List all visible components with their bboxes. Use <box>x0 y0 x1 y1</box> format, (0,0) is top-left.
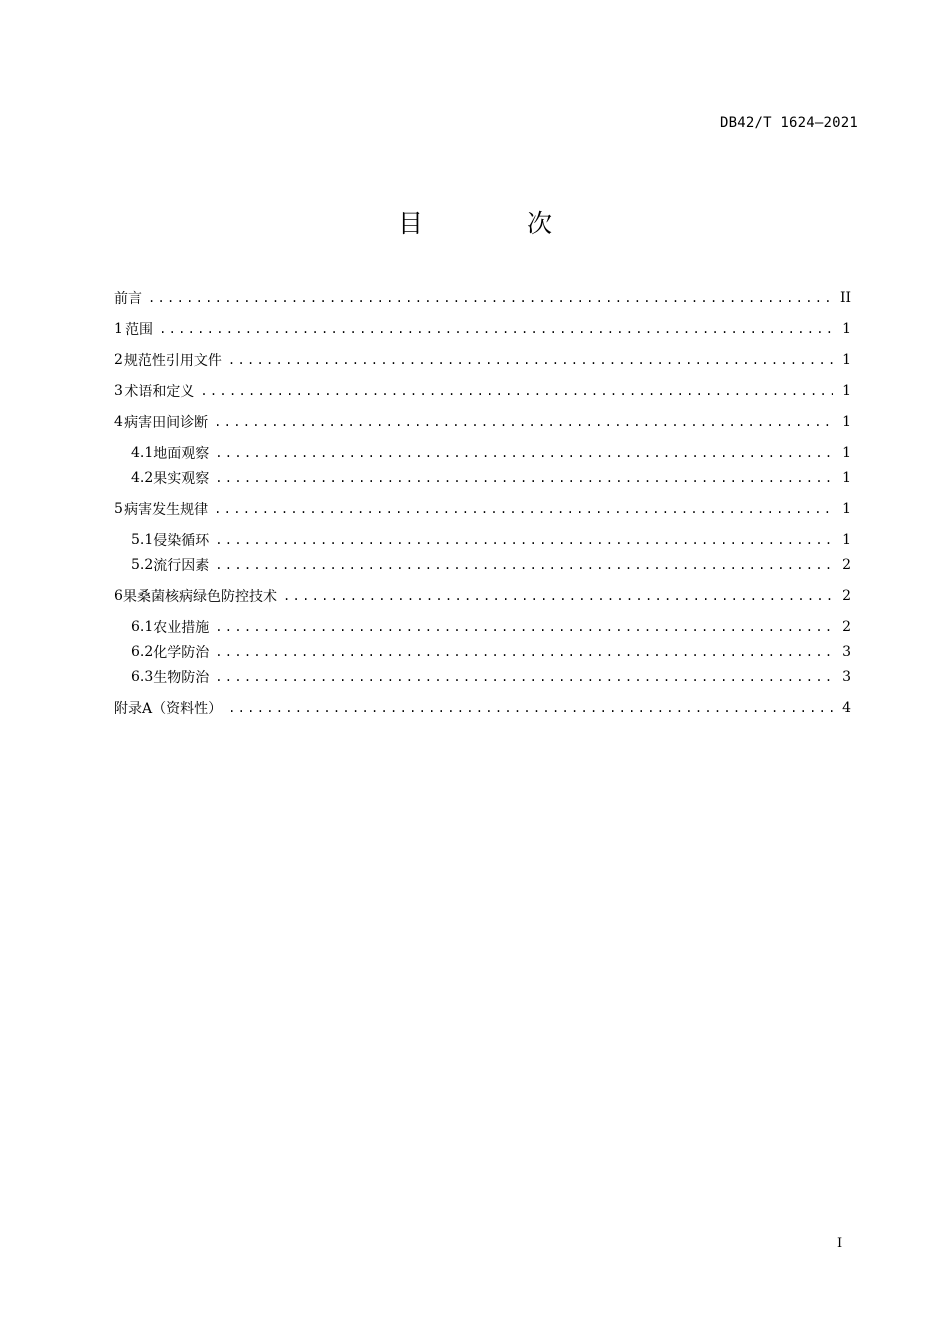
toc-entry-label: 规范性引用文件 <box>123 353 222 369</box>
dot-leader <box>214 497 833 521</box>
toc-entry-page: 1 <box>842 383 851 399</box>
dot-leader <box>148 286 833 310</box>
toc-entry-page: 1 <box>842 352 851 368</box>
toc-entry-number: 5.2 <box>131 557 154 573</box>
toc-entry-page: 1 <box>842 532 851 548</box>
toc-entry-label: 病害田间诊断 <box>124 415 209 431</box>
toc-entry-6-1[interactable] <box>131 615 851 639</box>
toc-entry-number: 1 <box>114 321 123 337</box>
toc-entry-4[interactable] <box>114 410 851 434</box>
toc-entry-6[interactable] <box>114 584 851 608</box>
toc-entry-label: 地面观察 <box>153 446 210 462</box>
toc-entry-appendix-a[interactable] <box>114 696 851 720</box>
toc-entry-2[interactable] <box>114 348 851 372</box>
toc-entry-6-3[interactable] <box>131 665 851 689</box>
toc-entry-foreword[interactable] <box>114 286 851 310</box>
toc-entry-label: 前言 <box>114 291 142 307</box>
dot-leader <box>215 665 833 689</box>
dot-leader <box>215 466 833 490</box>
toc-entry-label: 果实观察 <box>153 471 210 487</box>
toc-entry-label: 果桑菌核病绿色防控技术 <box>123 589 278 605</box>
dot-leader <box>283 584 833 608</box>
toc-entry-label: 生物防治 <box>153 670 210 686</box>
page-title: 目 次 <box>398 209 600 238</box>
dot-leader <box>215 553 833 577</box>
toc-entry-number: 6.1 <box>131 619 154 635</box>
toc-entry-page: 1 <box>842 321 851 337</box>
toc-entry-number: 3 <box>114 383 123 399</box>
toc-entry-page: 2 <box>842 619 851 635</box>
toc-entry-number: 5.1 <box>131 532 154 548</box>
dot-leader <box>215 615 833 639</box>
toc-entry-page: 4 <box>842 700 851 716</box>
toc-entry-label: 侵染循环 <box>153 533 210 549</box>
dot-leader <box>214 410 833 434</box>
toc-entry-number: 6 <box>114 588 123 604</box>
toc-entry-number: 4.2 <box>131 470 154 486</box>
toc-entry-5[interactable] <box>114 497 851 521</box>
document-code: DB42/T 1624—2021 <box>719 115 858 131</box>
toc-entry-label: 病害发生规律 <box>124 502 209 518</box>
toc-entry-number: 6.3 <box>131 669 154 685</box>
toc-entry-label: 农业措施 <box>153 620 210 636</box>
dot-leader <box>228 696 833 720</box>
dot-leader <box>228 348 833 372</box>
dot-leader <box>215 640 833 664</box>
toc-entry-number: 4 <box>114 414 123 430</box>
toc-entry-3[interactable] <box>114 379 851 403</box>
toc-entry-4-2[interactable] <box>131 466 851 490</box>
toc-entry-4-1[interactable] <box>131 441 851 465</box>
toc-entry-page: 1 <box>842 445 851 461</box>
toc-entry-label: 附录A（资料性） <box>114 701 223 717</box>
toc-entry-page: 3 <box>842 644 851 660</box>
toc-entry-label: 化学防治 <box>153 645 210 661</box>
toc-entry-page: 1 <box>842 470 851 486</box>
dot-leader <box>159 317 833 341</box>
toc-entry-number: 4.1 <box>131 445 154 461</box>
toc-entry-1[interactable] <box>114 317 851 341</box>
toc-entry-page: 1 <box>842 501 851 517</box>
toc-entry-5-2[interactable] <box>131 553 851 577</box>
dot-leader <box>215 441 833 465</box>
toc-entry-6-2[interactable] <box>131 640 851 664</box>
toc-entry-page: II <box>839 290 851 306</box>
toc-entry-number: 6.2 <box>131 644 154 660</box>
toc-entry-label: 范围 <box>125 322 154 338</box>
toc-entry-number: 2 <box>114 352 123 368</box>
page-number: I <box>837 1236 843 1251</box>
toc-entry-page: 2 <box>842 588 851 604</box>
toc-entry-5-1[interactable] <box>131 528 851 552</box>
toc-entry-page: 2 <box>842 557 851 573</box>
toc-entry-page: 1 <box>842 414 851 430</box>
dot-leader <box>200 379 833 403</box>
dot-leader <box>215 528 833 552</box>
toc-entry-page: 3 <box>842 669 851 685</box>
toc-entry-label: 流行因素 <box>153 558 210 574</box>
toc-entry-label: 术语和定义 <box>124 384 195 400</box>
toc-entry-number: 5 <box>114 501 123 517</box>
